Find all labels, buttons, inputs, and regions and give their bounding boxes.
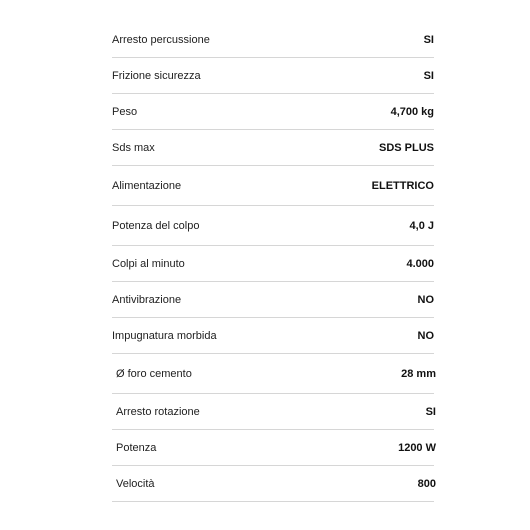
spec-row-colpi-al-minuto	[112, 246, 434, 282]
spec-row-alimentazione	[112, 166, 434, 206]
spec-row-potenza	[112, 430, 434, 466]
spec-label: Potenza del colpo	[112, 219, 200, 232]
spec-label: Sds max	[112, 141, 155, 154]
spec-value: NO	[417, 293, 434, 306]
spec-label: Impugnatura morbida	[112, 329, 217, 342]
spec-value: 4.000	[406, 257, 434, 270]
spec-label: Arresto rotazione	[116, 405, 200, 418]
spec-label: Ø foro cemento	[116, 367, 192, 380]
spec-row-antivibrazione	[112, 282, 434, 318]
spec-value: SI	[425, 405, 436, 418]
spec-row-sds-max	[112, 130, 434, 166]
spec-label: Frizione sicurezza	[112, 69, 201, 82]
spec-value: 28 mm	[401, 367, 436, 380]
spec-row-peso	[112, 94, 434, 130]
spec-value: SI	[423, 69, 434, 82]
spec-value: 4,700 kg	[390, 105, 434, 118]
spec-row-foro-cemento	[112, 354, 434, 394]
spec-label: Velocità	[116, 477, 155, 490]
spec-value: 800	[417, 477, 436, 490]
spec-label: Antivibrazione	[112, 293, 182, 306]
spec-row-potenza-del-colpo	[112, 206, 434, 246]
spec-label: Colpi al minuto	[112, 257, 185, 270]
spec-row-frizione-sicurezza	[112, 58, 434, 94]
spec-label: Arresto percussione	[112, 33, 210, 46]
specs-table	[112, 22, 434, 502]
spec-value: SI	[423, 33, 434, 46]
spec-value: 1200 W	[398, 441, 436, 454]
spec-label: Potenza	[116, 441, 157, 454]
spec-value: ELETTRICO	[371, 179, 434, 192]
spec-value: 4,0 J	[409, 219, 434, 232]
spec-row-arresto-percussione	[112, 22, 434, 58]
spec-value: NO	[417, 329, 434, 342]
spec-row-arresto-rotazione	[112, 394, 434, 430]
spec-label: Peso	[112, 105, 138, 118]
spec-row-velocita	[112, 466, 434, 502]
spec-row-impugnatura-morbida	[112, 318, 434, 354]
spec-value: SDS PLUS	[378, 141, 434, 154]
spec-label: Alimentazione	[112, 179, 182, 192]
